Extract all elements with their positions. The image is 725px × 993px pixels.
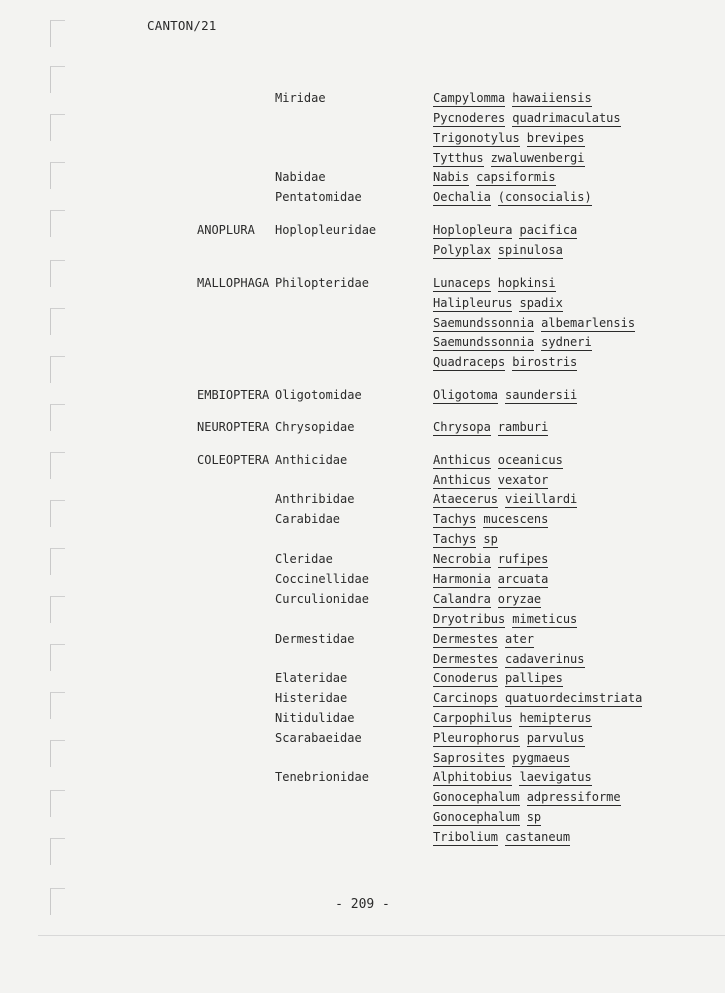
species-name: Oligotoma saundersii [433, 388, 578, 402]
table-row [0, 111, 725, 131]
species-name: Anthicus oceanicus [433, 453, 563, 467]
species-name: Alphitobius laevigatus [433, 770, 592, 784]
family-name: Philopteridae [275, 276, 369, 290]
table-row [0, 572, 725, 592]
table-row [0, 512, 725, 532]
table-row [0, 830, 725, 850]
table-row [0, 453, 725, 473]
table-row [0, 711, 725, 731]
document-header: CANTON/21 [147, 18, 217, 33]
page-bottom-rule [38, 935, 725, 936]
table-row [0, 790, 725, 810]
species-name: Pleurophorus parvulus [433, 731, 585, 745]
species-name: Gonocephalum sp [433, 810, 542, 824]
species-name: Dermestes cadaverinus [433, 652, 585, 666]
page-number: - 209 - [335, 897, 390, 912]
family-name: Oligotomidae [275, 388, 362, 402]
order-name: EMBIOPTERA [197, 388, 270, 402]
table-row [0, 316, 725, 336]
family-name: Elateridae [275, 671, 348, 685]
table-row [0, 810, 725, 830]
species-name: Hoplopleura pacifica [433, 223, 578, 237]
species-name: Trigonotylus brevipes [433, 131, 585, 145]
species-name: Chrysopa ramburi [433, 420, 549, 434]
family-name: Scarabaeidae [275, 731, 362, 745]
species-name: Pycnoderes quadrimaculatus [433, 111, 621, 125]
margin-bracket [50, 20, 65, 47]
species-name: Tachys mucescens [433, 512, 549, 526]
species-name: Harmonia arcuata [433, 572, 549, 586]
species-name: Tachys sp [433, 532, 498, 546]
species-name: Oechalia (consocialis) [433, 190, 592, 204]
table-row [0, 276, 725, 296]
table-row [0, 420, 725, 440]
table-row [0, 473, 725, 493]
table-row [0, 131, 725, 151]
table-row [0, 691, 725, 711]
table-row [0, 532, 725, 552]
species-name: Saprosites pygmaeus [433, 751, 571, 765]
order-name: NEUROPTERA [197, 420, 270, 434]
species-name: Carpophilus hemipterus [433, 711, 592, 725]
table-row [0, 552, 725, 572]
margin-bracket [50, 66, 65, 93]
species-name: Nabis capsiformis [433, 170, 556, 184]
table-row [0, 151, 725, 171]
table-row [0, 223, 725, 243]
species-name: Carcinops quatuordecimstriata [433, 691, 643, 705]
family-name: Dermestidae [275, 632, 355, 646]
species-name: Polyplax spinulosa [433, 243, 563, 257]
order-name: COLEOPTERA [197, 453, 270, 467]
family-name: Histeridae [275, 691, 348, 705]
table-row [0, 770, 725, 790]
family-name: Tenebrionidae [275, 770, 369, 784]
table-row [0, 190, 725, 210]
species-name: Dermestes ater [433, 632, 534, 646]
species-name: Lunaceps hopkinsi [433, 276, 556, 290]
family-name: Nitidulidae [275, 711, 355, 725]
species-name: Conoderus pallipes [433, 671, 563, 685]
table-row [0, 652, 725, 672]
table-row [0, 751, 725, 771]
table-row [0, 612, 725, 632]
table-row [0, 632, 725, 652]
species-name: Tribolium castaneum [433, 830, 571, 844]
family-name: Hoplopleuridae [275, 223, 377, 237]
table-row [0, 243, 725, 263]
family-name: Curculionidae [275, 592, 369, 606]
species-name: Calandra oryzae [433, 592, 542, 606]
table-row [0, 592, 725, 612]
family-name: Chrysopidae [275, 420, 355, 434]
species-name: Necrobia rufipes [433, 552, 549, 566]
order-name: MALLOPHAGA [197, 276, 270, 290]
family-name: Miridae [275, 91, 326, 105]
species-name: Quadraceps birostris [433, 355, 578, 369]
species-name: Campylomma hawaiiensis [433, 91, 592, 105]
family-name: Coccinellidae [275, 572, 369, 586]
species-name: Anthicus vexator [433, 473, 549, 487]
species-name: Halipleurus spadix [433, 296, 563, 310]
species-name: Saemundssonnia sydneri [433, 335, 592, 349]
table-row [0, 492, 725, 512]
species-name: Saemundssonnia albemarlensis [433, 316, 636, 330]
family-name: Nabidae [275, 170, 326, 184]
table-row [0, 671, 725, 691]
table-row [0, 296, 725, 316]
family-name: Pentatomidae [275, 190, 362, 204]
species-name: Dryotribus mimeticus [433, 612, 578, 626]
table-row [0, 388, 725, 408]
species-name: Ataecerus vieillardi [433, 492, 578, 506]
table-row [0, 335, 725, 355]
species-name: Gonocephalum adpressiforme [433, 790, 621, 804]
family-name: Anthribidae [275, 492, 355, 506]
table-row [0, 170, 725, 190]
family-name: Anthicidae [275, 453, 348, 467]
table-row [0, 91, 725, 111]
order-name: ANOPLURA [197, 223, 255, 237]
species-name: Tytthus zwaluwenbergi [433, 151, 585, 165]
family-name: Cleridae [275, 552, 333, 566]
table-row [0, 355, 725, 375]
family-name: Carabidae [275, 512, 341, 526]
table-row [0, 731, 725, 751]
